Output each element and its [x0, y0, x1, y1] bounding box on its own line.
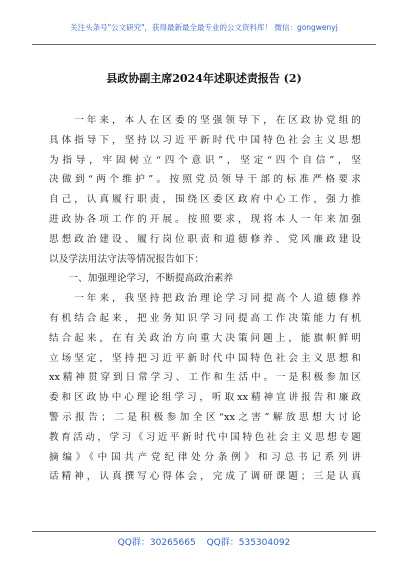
body-line: 以及学法用法守法等情况报告如下：	[49, 253, 205, 265]
body-line: 决做到“两个维护”。按照党员领导干部的标准严格要求	[49, 174, 361, 186]
body-line: 具体指导下，坚持以习近平新时代中国特色社会主义思想	[49, 134, 361, 146]
body-line: 委和区政协中心理论组学习，听取xx精神宣讲报告和廉政	[49, 392, 361, 404]
footer-contact	[0, 535, 408, 548]
body-line: 话精神，认真撰写心得体会，完成了调研课题；三是认真	[49, 471, 361, 483]
body-line: 思想政治建设、履行岗位职责和道德修养、党风廉政建设	[49, 233, 361, 245]
header-divider	[32, 44, 376, 45]
document-title: 县政协副主席2024年述职述责报告 (2)	[106, 72, 302, 85]
body-line: 一年来，本人在区委的坚强领导下，在区政协党组的	[49, 115, 361, 126]
body-line: 摘编》《中国共产党纪律处分条例》和习总书记系列讲	[49, 451, 361, 463]
body-line: 进政协各项工作的开展。按照要求，现将本人一年来加强	[49, 213, 361, 225]
body-line: 自己，认真履行职责，围绕区委区政府中心工作，强力推	[49, 194, 361, 206]
body-line: 为指导，牢固树立“四个意识”，坚定“四个自信”，坚	[49, 154, 361, 166]
body-line: 一年来，我坚持把政治理论学习同提高个人道德修养	[49, 293, 361, 305]
body-line: 结合起来，在有关政治方向重大决策问题上，能旗帜鲜明	[49, 332, 361, 344]
document-body	[49, 111, 361, 487]
header-promo-note: 关注头条号"公文研究"，获得最新最全最专业的公文资料库！ 微信：gongwenyj	[70, 23, 338, 32]
qq-group-1: QQ群：30265665	[117, 538, 196, 548]
section-heading: 一、加强理论学习，不断提高政治素养	[49, 273, 234, 285]
body-line: 教育活动，学习《习近平新时代中国特色社会主义思想专题	[49, 431, 361, 443]
footer-divider	[32, 531, 376, 532]
qq-group-2: QQ群：535304092	[206, 538, 291, 548]
body-line: 立场坚定，坚持把习近平新时代中国特色社会主义思想和	[49, 352, 361, 364]
body-line: xx精神贯穿到日常学习、工作和生活中。一是积极参加区	[49, 372, 361, 384]
body-line: 有机结合起来，把业务知识学习同提高工作决策能力有机	[49, 312, 361, 324]
body-line: 警示报告；二是积极参加全区“xx之害”解放思想大讨论	[49, 411, 361, 423]
